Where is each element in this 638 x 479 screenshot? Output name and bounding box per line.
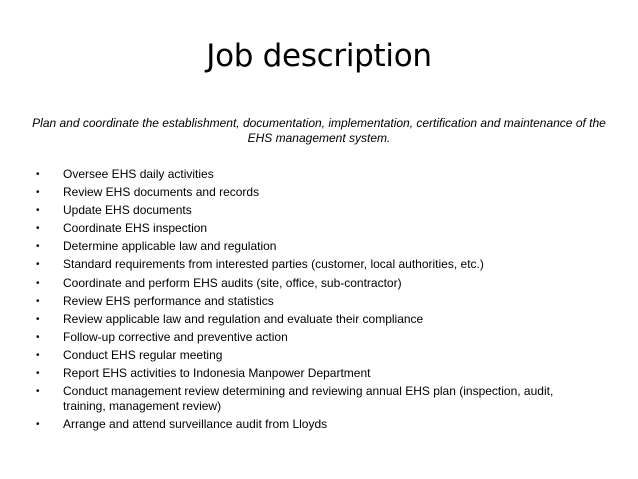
bullet-text: Follow-up corrective and preventive action xyxy=(63,329,288,344)
bullet-text: Update EHS documents xyxy=(63,203,192,218)
bullet-item xyxy=(0,185,638,200)
bullet-item xyxy=(0,294,638,309)
bullet-item xyxy=(0,203,638,218)
bullet-icon: • xyxy=(36,419,40,431)
bullet-text: Standard requirements from interested parties (customer, local authorities, etc.) xyxy=(63,257,484,272)
bullet-icon: • xyxy=(36,295,40,307)
bullet-text: Oversee EHS daily activities xyxy=(63,167,214,181)
bullet-item xyxy=(0,167,638,182)
bullet-text: Review EHS performance and statistics xyxy=(63,293,274,308)
bullet-icon: • xyxy=(36,241,40,253)
bullet-item xyxy=(0,330,638,345)
bullet-text: Review applicable law and regulation and evaluate their compliance xyxy=(63,311,424,326)
bullet-text: Coordinate and perform EHS audits (site, office, sub-contractor) xyxy=(63,275,402,290)
bullet-item xyxy=(0,221,638,236)
bullet-item xyxy=(0,257,638,272)
bullet-icon: • xyxy=(36,169,40,180)
bullet-item xyxy=(0,384,638,414)
bullet-icon: • xyxy=(36,205,40,217)
bullet-icon: • xyxy=(36,386,40,398)
slide-title: Job description xyxy=(206,38,432,74)
bullet-item xyxy=(0,276,638,291)
bullet-icon: • xyxy=(36,187,40,199)
bullet-text: Report EHS activities to Indonesia Manpower Department xyxy=(63,366,371,381)
bullet-list xyxy=(0,167,638,435)
slide-subtitle: Plan and coordinate the establishment, documentation, implementation, certification and maintenance of the EHS management system. xyxy=(32,116,606,145)
bullet-icon: • xyxy=(36,349,40,361)
bullet-text: Determine applicable law and regulation xyxy=(63,239,277,254)
bullet-icon: • xyxy=(36,368,40,380)
bullet-text: Review EHS documents and records xyxy=(63,185,260,200)
bullet-text: Conduct management review determining and reviewing annual EHS plan (inspection, audit, training, management review) xyxy=(63,384,554,414)
bullet-item xyxy=(0,312,638,327)
bullet-text: Coordinate EHS inspection xyxy=(63,221,208,236)
bullet-item xyxy=(0,417,638,432)
bullet-icon: • xyxy=(36,313,40,325)
bullet-item xyxy=(0,366,638,381)
bullet-item xyxy=(0,239,638,254)
bullet-icon: • xyxy=(36,259,40,271)
bullet-text: Arrange and attend surveillance audit from Lloyds xyxy=(63,417,328,432)
bullet-text: Conduct EHS regular meeting xyxy=(63,347,223,362)
bullet-icon: • xyxy=(36,331,40,343)
bullet-icon: • xyxy=(36,223,40,235)
bullet-item xyxy=(0,348,638,363)
bullet-icon: • xyxy=(36,277,40,289)
